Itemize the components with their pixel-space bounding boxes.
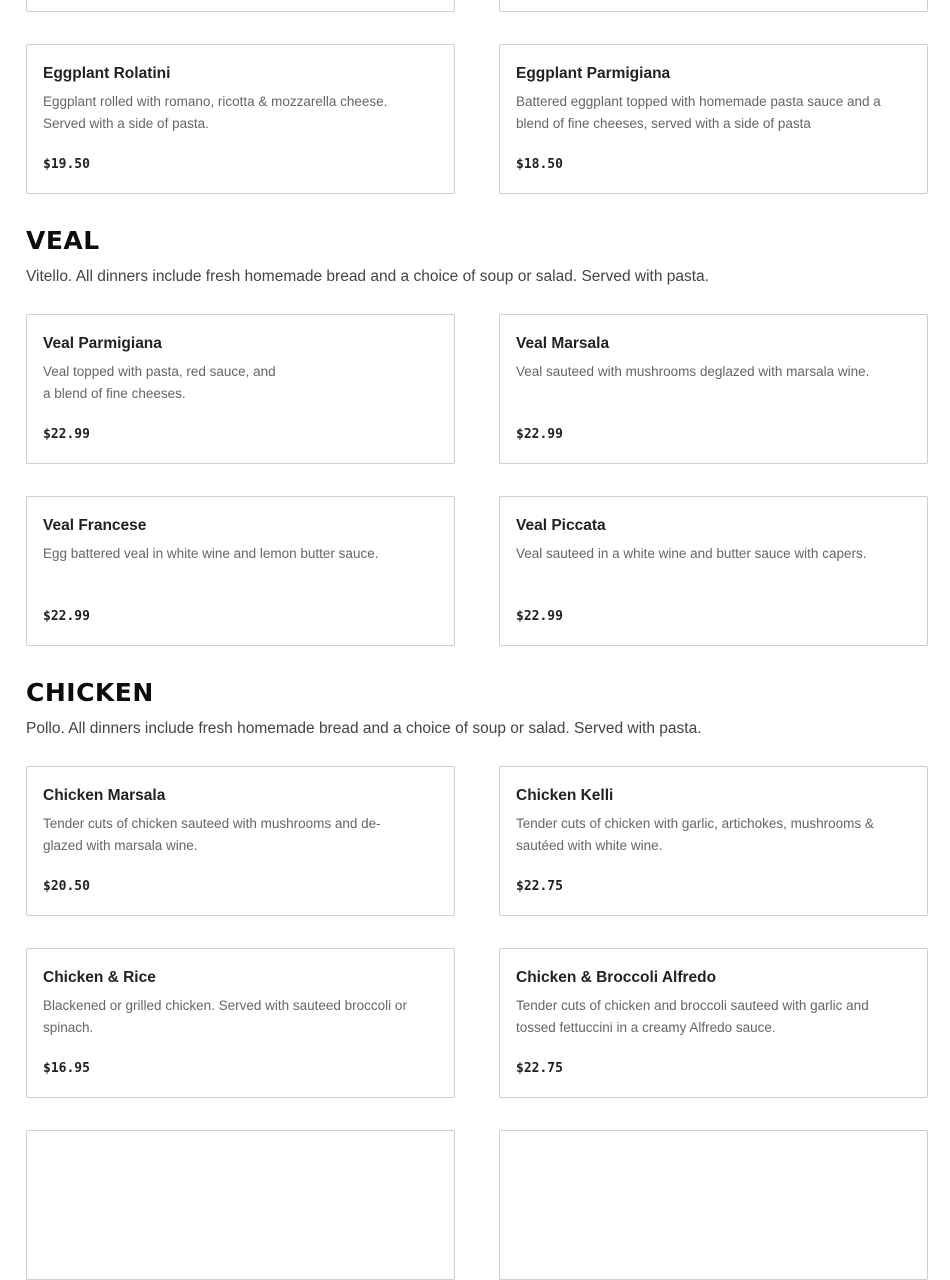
menu-item-card-partial[interactable] (26, 0, 455, 12)
menu-item-name: Chicken & Rice (43, 969, 156, 986)
menu-item-card[interactable] (26, 766, 455, 916)
menu-item-card-partial[interactable] (26, 1130, 455, 1280)
menu-item-description: Eggplant rolled with romano, ricotta & mozzarella cheese. Served with a side of pasta. (43, 94, 388, 131)
section-title-chicken: CHICKEN (26, 678, 154, 707)
menu-item-card[interactable] (499, 948, 928, 1098)
menu-item-name: Chicken & Broccoli Alfredo (516, 969, 717, 986)
menu-item-description: Blackened or grilled chicken. Served with sauteed broccoli or spinach. (43, 998, 407, 1035)
menu-item-card[interactable] (499, 766, 928, 916)
menu-item-description: Veal sauteed with mushrooms deglazed with marsala wine. (516, 364, 870, 379)
menu-item-card[interactable] (499, 44, 928, 194)
menu-item-card[interactable] (26, 948, 455, 1098)
menu-item-name: Eggplant Parmigiana (516, 65, 671, 82)
menu-item-price: $22.75 (516, 1061, 563, 1076)
menu-item-description: Battered eggplant topped with homemade pasta sauce and a blend of fine cheeses, served with a side of pasta (516, 94, 881, 131)
menu-item-name: Eggplant Rolatini (43, 65, 171, 82)
menu-item-description: Veal topped with pasta, red sauce, and a blend of fine cheeses. (43, 364, 276, 401)
menu-item-price: $22.99 (43, 609, 90, 624)
menu-item-card-partial[interactable] (499, 1130, 928, 1280)
section-title-veal: VEAL (26, 226, 100, 255)
menu-item-description: Tender cuts of chicken sauteed with mushrooms and de- glazed with marsala wine. (43, 816, 381, 853)
menu-item-name: Veal Francese (43, 517, 147, 534)
section-description-veal: Vitello. All dinners include fresh homemade bread and a choice of soup or salad. Served with pasta. (26, 268, 709, 285)
menu-item-card[interactable] (499, 314, 928, 464)
menu-item-description: Egg battered veal in white wine and lemon butter sauce. (43, 546, 379, 561)
section-description-chicken: Pollo. All dinners include fresh homemade bread and a choice of soup or salad. Served with pasta. (26, 720, 702, 737)
menu-item-name: Veal Parmigiana (43, 335, 162, 352)
menu-item-card[interactable] (26, 44, 455, 194)
menu-item-card-partial[interactable] (499, 0, 928, 12)
menu-item-price: $19.50 (43, 157, 90, 172)
menu-item-price: $22.75 (516, 879, 563, 894)
menu-item-name: Veal Marsala (516, 335, 610, 352)
menu-item-price: $22.99 (516, 609, 563, 624)
menu-item-card[interactable] (26, 496, 455, 646)
menu-item-name: Veal Piccata (516, 517, 606, 534)
menu-item-price: $18.50 (516, 157, 563, 172)
menu-item-description: Veal sauteed in a white wine and butter sauce with capers. (516, 546, 867, 561)
menu-item-name: Chicken Kelli (516, 787, 614, 804)
menu-item-price: $22.99 (43, 427, 90, 442)
menu-item-description: Tender cuts of chicken with garlic, artichokes, mushrooms & sautéed with white wine. (516, 816, 874, 853)
menu-item-price: $22.99 (516, 427, 563, 442)
menu-item-price: $16.95 (43, 1061, 90, 1076)
menu-item-card[interactable] (26, 314, 455, 464)
menu-item-card[interactable] (499, 496, 928, 646)
menu-item-name: Chicken Marsala (43, 787, 166, 804)
menu-item-price: $20.50 (43, 879, 90, 894)
menu-item-description: Tender cuts of chicken and broccoli sauteed with garlic and tossed fettuccini in a creamy Alfredo sauce. (516, 998, 869, 1035)
